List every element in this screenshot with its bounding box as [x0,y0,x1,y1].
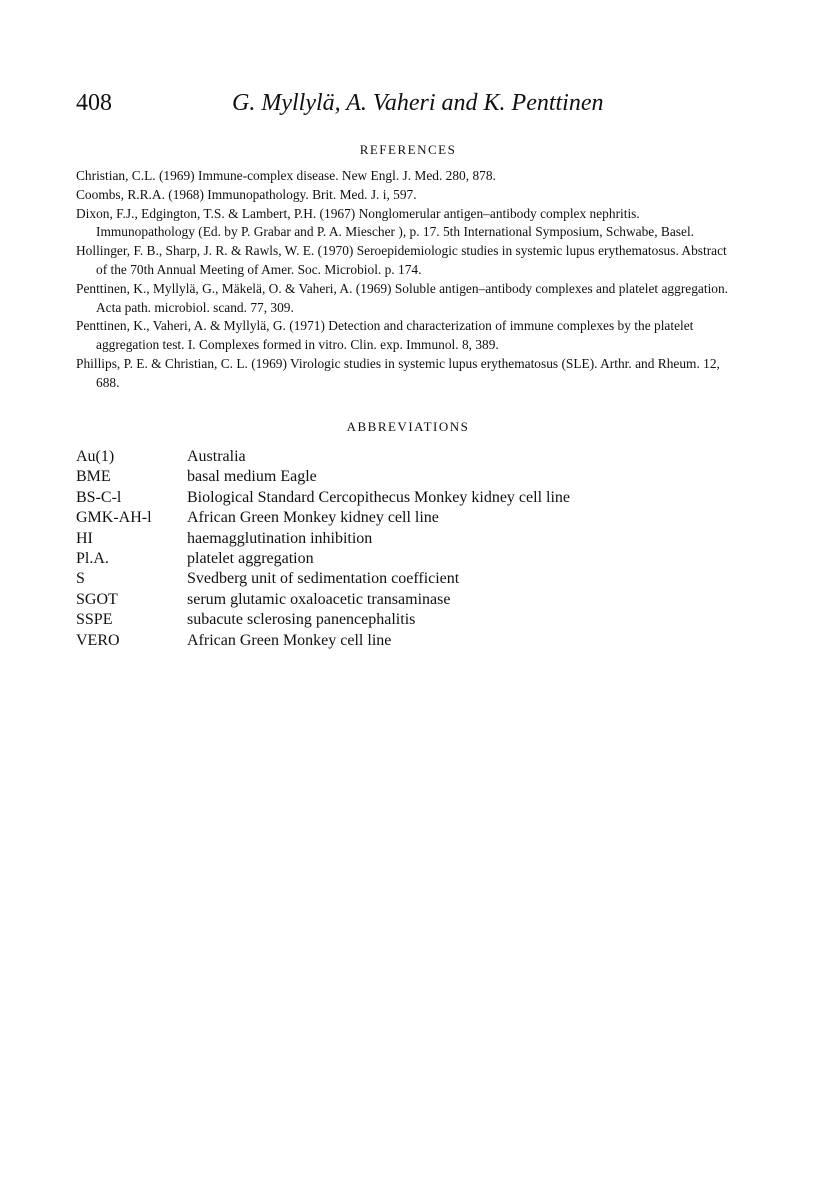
abbreviation-definition: Svedberg unit of sedimentation coefficient [187,570,460,588]
reference-item: Hollinger, F. B., Sharp, J. R. & Rawls, W. E. (1970) Seroepidemiologic studies in systemic lupus erythematosus. Abstract of the 70th Annual Meeting of Amer. Soc. Microbiol. p. 174. [76,243,727,277]
abbreviation-row [76,631,740,651]
running-head: G. Myllylä, A. Vaheri and K. Penttinen [232,90,604,116]
reference-item: Coombs, R.R.A. (1968) Immunopathology. Brit. Med. J. i, 597. [76,186,417,202]
abbreviation-row [76,447,740,467]
abbreviation-row [76,590,740,610]
abbreviation-list [76,447,740,651]
abbreviation-definition: Australia [187,448,246,465]
abbreviation-row [76,467,740,487]
abbreviation-definition: Biological Standard Cercopithecus Monkey kidney cell line [187,488,571,506]
abbreviation-definition: African Green Monkey kidney cell line [187,509,439,527]
abbreviation-term: BS-C-l [76,488,122,506]
reference-item: Christian, C.L. (1969) Immune-complex disease. New Engl. J. Med. 280, 878. [76,168,496,183]
abbreviation-term: SGOT [76,590,118,608]
reference-item: Dixon, F.J., Edgington, T.S. & Lambert, P.H. (1967) Nonglomerular antigen–antibody complex nephritis. Immunopathology (Ed. by P. Grabar and P. A. Miescher ), p. 17. 5th International Symposium, Schwabe, Basel. [76,205,695,240]
abbreviation-definition: haemagglutination inhibition [187,529,373,547]
abbreviation-term: VERO [76,631,120,649]
abbreviation-row [76,529,740,549]
abbreviation-row [76,569,740,589]
reference-item: Penttinen, K., Myllylä, G., Mäkelä, O. & Vaheri, A. (1969) Soluble antigen–antibody complexes and platelet aggregation. Acta path. microbiol. scand. 77, 309. [76,280,729,315]
abbreviation-row [76,610,740,630]
abbreviation-definition: African Green Monkey cell line [187,631,392,649]
reference-item: Penttinen, K., Vaheri, A. & Myllylä, G. (1971) Detection and characterization of immune complexes by the platelet aggregation test. I. Complexes formed in vitro. Clin. exp. Immunol. 8, 389. [76,318,694,353]
abbreviation-row [76,508,740,528]
abbreviation-row [76,488,740,508]
abbreviation-definition: serum glutamic oxaloacetic transaminase [187,590,451,608]
abbreviation-term: SSPE [76,611,113,629]
abbreviation-definition: basal medium Eagle [187,468,317,486]
abbreviation-definition: subacute sclerosing panencephalitis [187,611,416,629]
abbreviation-row [76,549,740,569]
abbreviation-term: GMK-AH-l [76,509,152,527]
abbreviation-term: HI [76,529,93,547]
abbreviation-term: Pl.A. [76,550,109,568]
abbreviation-term: S [76,570,85,588]
reference-list [76,167,740,393]
abbreviations-heading: ABBREVIATIONS [346,419,470,434]
page-number: 408 [76,90,112,116]
abbreviation-definition: platelet aggregation [187,550,314,568]
reference-item: Phillips, P. E. & Christian, C. L. (1969) Virologic studies in systemic lupus erythematosus (SLE). Arthr. and Rheum. 12, 688. [76,355,720,390]
references-heading: REFERENCES [359,142,457,157]
abbreviation-term: BME [76,468,111,486]
abbreviation-term: Au(1) [76,448,115,465]
